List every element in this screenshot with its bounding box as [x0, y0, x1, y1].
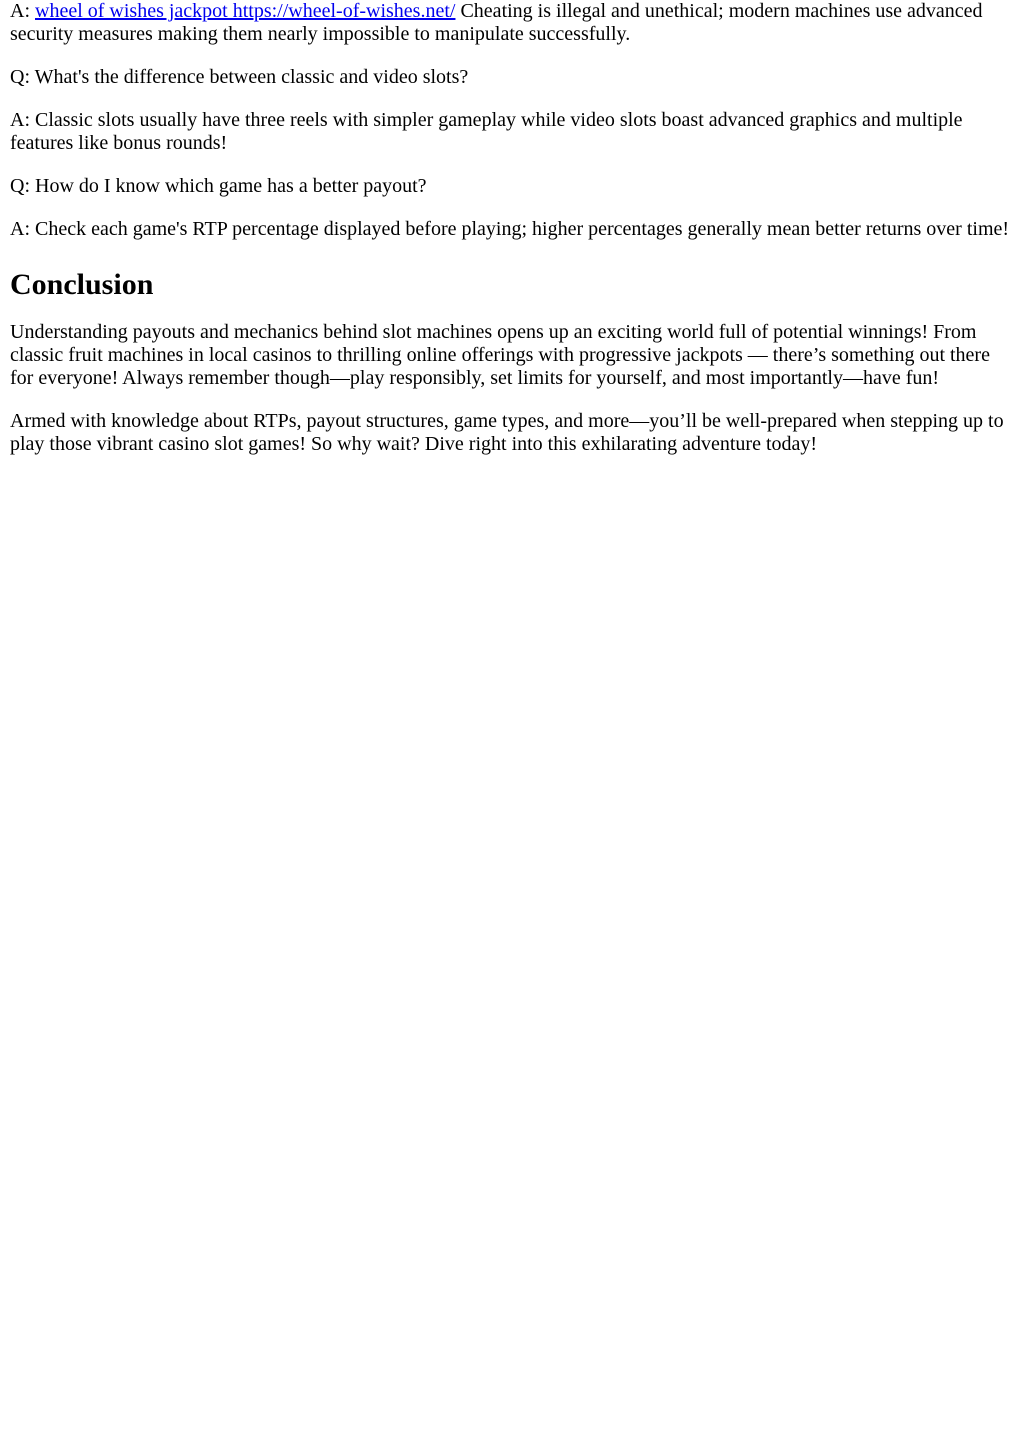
conclusion-paragraph-2: Armed with knowledge about RTPs, payout structures, game types, and more—you’ll be well-prepared when stepping up to play those vibrant casino slot games! So why wait? Dive right into this exhilarating adventure today!: [10, 410, 1004, 455]
faq-question-classic-vs-video: Q: What's the difference between classic and video slots?: [10, 66, 469, 88]
faq-answer-better-payout: A: Check each game's RTP percentage displayed before playing; higher percentages generally mean better returns over time!: [10, 218, 1010, 240]
faq-answer-cheating: [10, 0, 1014, 46]
answer-text: Cheating is illegal and unethical; modern machines use advanced security measures making them nearly impossible to manipulate successfully.: [10, 0, 983, 45]
answer-prefix: A:: [10, 0, 35, 22]
article-content: [0, 0, 1024, 456]
conclusion-paragraph-1: Understanding payouts and mechanics behind slot machines opens up an exciting world full of potential winnings! From classic fruit machines in local casinos to thrilling online offerings with progressive jackpots — there’s something out there for everyone! Always remember though—play responsibly, set limits for yourself, and most importantly—have fun!: [10, 321, 990, 389]
conclusion-heading: Conclusion: [10, 268, 154, 301]
faq-answer-classic-vs-video: A: Classic slots usually have three reels with simpler gameplay while video slots boast advanced graphics and multiple features like bonus rounds!: [10, 109, 963, 154]
wheel-of-wishes-link[interactable]: wheel of wishes jackpot https://wheel-of-wishes.net/: [35, 0, 456, 22]
faq-question-better-payout: Q: How do I know which game has a better payout?: [10, 175, 427, 197]
